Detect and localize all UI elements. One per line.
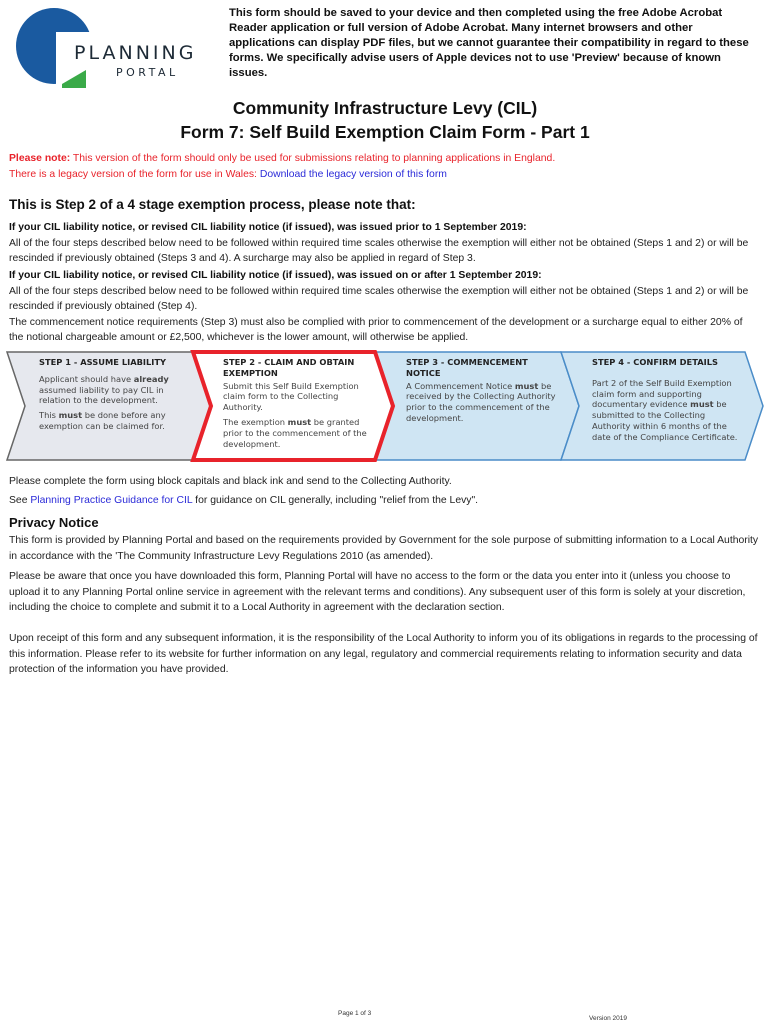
step-1-text-cont: assumed liability to pay CIL in relation to the development. [39,384,164,406]
after-2019-heading: If your CIL liability notice, or revised CIL liability notice (if issued), was issued on or after 1 September 2019: [9,270,542,281]
after-2019-body-1: All of the four steps described below need to be followed within required time scales otherwise the exemption will either not be obtained (Steps 1 and 2) or will be rescinded if previously obtained (Step 4). [9,285,749,312]
step-4-emphasis: must [690,399,714,410]
guidance-prefix: See [9,495,31,506]
step-1-text: Applicant should have [39,373,134,384]
step-2-heading: STEP 2 - CLAIM AND OBTAIN EXEMPTION [223,357,355,378]
step-3-text-cont: be received by the Collecting Authority prior to the commencement of the development. [406,380,556,423]
process-heading: This is Step 2 of a 4 stage exemption process, please note that: [9,197,416,212]
note-text: This version of the form should only be used for submissions relating to planning applications in England. [70,153,556,164]
planning-practice-guidance-link[interactable]: Planning Practice Guidance for CIL [30,495,193,506]
step-4-text-cont: be submitted to the Collecting Authority within 6 months of the date of the Compliance Certificate. [592,399,738,442]
step-4 [592,357,744,447]
prior-2019-section [9,220,759,267]
legacy-version-link[interactable]: Download the legacy version of this form [259,169,447,180]
step-1-note: This [39,410,59,421]
form-title [0,96,770,144]
logo-text-portal: PORTAL [116,66,179,79]
after-2019-body-2: The commencement notice requirements (Step 3) must also be complied with prior to commencement of the development or a surcharge equal to either 20% of the notional chargeable amount or £2,500, whichever is the lower amount, will otherwise be applied. [9,316,743,343]
step-1-heading: STEP 1 - ASSUME LIABILITY [39,357,167,367]
version-label: Version 2019 [589,1015,627,1022]
privacy-paragraph-2: Please be aware that once you have downloaded this form, Planning Portal will have no access to the form or the data you enter into it (unless you choose to upload it to any Planning Portal online service in agreement with the relevant terms and conditions). Any subsequent user of this form is solely at your discretion, including the choice to complete and submit it to a Local Authority in agreement with the declaration section. [9,571,746,613]
prior-2019-body: All of the four steps described below need to be followed within required time scales otherwise the exemption will either not be obtained (Steps 1 and 2) or will be rescinded if previously obtained (Steps 3 and 4). A surcharge may also be applied in regard of Step 3. [9,237,749,264]
step-2-note-cont: be granted prior to the commencement of the development. [223,416,367,449]
step-3 [406,357,556,428]
logo-text-planning: PLANNING [74,42,197,64]
exemption-steps-diagram [5,350,767,464]
step-3-text: A Commencement Notice [406,380,515,391]
privacy-paragraph-3: Upon receipt of this form and any subsequent information, it is the responsibility of the Local Authority to inform you of its obligations in regards to the processing of this information. Please refer to its website for further information on any legal, regulatory and commercial requirements relating to information security and data protection of the information you have provided. [9,633,758,675]
step-2-note: The exemption [223,416,288,427]
completion-instructions: Please complete the form using block capitals and black ink and send to the Collecting Authority. [9,476,452,487]
step-3-emphasis: must [514,380,539,391]
acrobat-disclaimer: This form should be saved to your device and then completed using the free Adobe Acrobat Reader application or full version of Adobe Acrobat. Many internet browsers and other applications can display PDF files, but we cannot guarantee their compatibility in regard to these forms. We specifically advise users of Apple devices not to use 'Preview' because of known issues. [229,7,749,79]
privacy-paragraph-1: This form is provided by Planning Portal and based on the requirements provided by Government for the sole purpose of submitting information to a Local Authority in accordance with the 'The Community Infrastructure Levy Regulations 2010 (as amended). [9,535,759,562]
step-1-note-cont: be done before any exemption can be claimed for. [39,410,166,431]
step-4-text: Part 2 of the Self Build Exemption claim form and supporting documentary evidence [592,377,732,410]
note-wales-text: There is a legacy version of the form for use in Wales: [9,169,260,180]
after-2019-section [9,268,759,346]
step-2-note-emphasis: must [287,416,312,427]
step-1 [39,357,187,436]
step-4-heading: STEP 4 - CONFIRM DETAILS [592,357,718,367]
prior-2019-heading: If your CIL liability notice, or revised CIL liability notice (if issued), was issued prior to 1 September 2019: [9,222,527,233]
guidance-suffix: for guidance on CIL generally, including "relief from the Levy". [192,495,479,506]
page-number: Page 1 of 3 [338,1010,372,1017]
step-1-emphasis: already [133,373,169,384]
note-label: Please note: [9,153,71,164]
england-only-note [9,151,759,183]
guidance-line [9,493,761,509]
step-2-text: Submit this Self Build Exemption claim form to the Collecting Authority. [223,380,359,413]
privacy-notice-heading: Privacy Notice [9,515,99,530]
form-title-line1: Community Infrastructure Levy (CIL) [232,98,538,118]
form-title-line2: Form 7: Self Build Exemption Claim Form - Part 1 [180,122,590,142]
planning-portal-logo [12,6,202,90]
step-1-note-emphasis: must [58,410,83,421]
step-3-heading: STEP 3 - COMMENCEMENT NOTICE [406,357,528,378]
step-2 [223,357,373,453]
